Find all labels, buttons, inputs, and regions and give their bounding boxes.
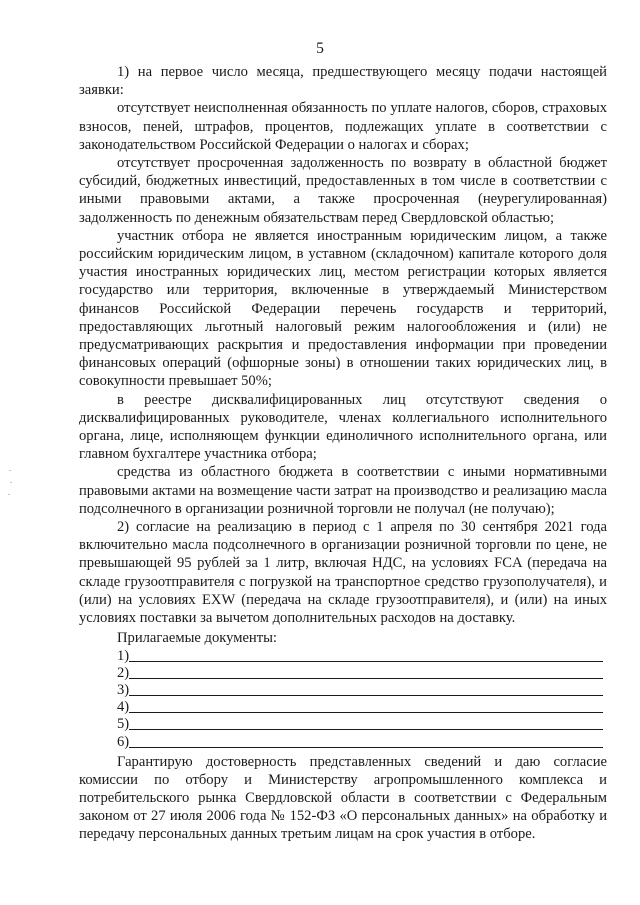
- document-body: [79, 63, 607, 844]
- attachment-number: 1): [117, 647, 130, 664]
- attachment-blank-line: [129, 729, 603, 730]
- paragraph-no-tax-debt: отсутствует неисполненная обязанность по уплате налогов, сборов, страховых взносов, пеней, штрафов, процентов, подлежащих уплате в соответствии с законодательством Российской Федерации о налогах и сборах;: [79, 100, 607, 153]
- scan-edge-marks: [7, 470, 17, 510]
- attachment-blank-line: [129, 661, 603, 662]
- attachment-number: 4): [117, 699, 130, 716]
- attachment-line[interactable]: [117, 699, 603, 716]
- paragraph-disqualified-registry: в реестре дисквалифицированных лиц отсутствуют сведения о дисквалифицированных руководителе, членах коллегиального исполнительного органа, лице, исполняющем функции единоличного исполнительного органа, или главном бухгалтере участника отбора;: [79, 391, 607, 463]
- attachment-line[interactable]: [117, 665, 603, 682]
- attachment-line[interactable]: [117, 716, 603, 733]
- paragraph-sales-consent: 2) согласие на реализацию в период с 1 апреля по 30 сентября 2021 года включительно масла подсолнечного в организации розничной торговли по цене, не превышающей 95 рублей за 1 литр, включая НДС, на условиях FCA (передача на складе грузоотправителя с погрузкой на транспортное средство грузополучателя), и (или) на условиях EXW (передача на складе грузоотправителя), и (или) на иных условиях поставки за вычетом дополнительных расходов на доставку.: [79, 519, 607, 627]
- attachment-blank-line: [129, 695, 603, 696]
- attachment-blank-line: [129, 712, 603, 713]
- paragraph-no-prior-funds: средства из областного бюджета в соответствии с иными нормативными правовыми актами на возмещение части затрат на производство и реализацию масла подсолнечного в организации розничной торговли не получал (не получаю);: [79, 464, 607, 517]
- attachment-number: 2): [117, 664, 130, 681]
- attachment-line[interactable]: [117, 733, 603, 750]
- attachment-number: 5): [117, 716, 130, 733]
- paragraph-data-consent: Гарантирую достоверность представленных сведений и даю согласие комиссии по отбору и Министерству агропромышленного комплекса и потребительского рынка Свердловской области в соответствии с Федеральным законом от 27 июля 2006 года № 152-ФЗ «О персональных данных» на обработку и передачу персональных данных третьим лицам на срок участия в отборе.: [79, 753, 607, 843]
- paragraph-no-budget-debt: отсутствует просроченная задолженность по возврату в областной бюджет субсидий, бюджетных инвестиций, предоставленных в том числе в соответствии с иными правовыми актами, а также просроченная (неурегулированная) задолженность по денежным обязательствам перед Свердловской областью;: [79, 155, 607, 226]
- attachment-number: 3): [117, 682, 130, 699]
- attachment-number: 6): [117, 733, 130, 750]
- attachment-line[interactable]: [117, 682, 603, 699]
- attachments-heading: Прилагаемые документы:: [117, 630, 277, 647]
- paragraph-not-foreign-entity: участник отбора не является иностранным юридическим лицом, а также российским юридическим лицом, в уставном (складочном) капитале которого доля участия иностранных юридических лиц, местом регистрации которых является государство или территория, включенные в утверждаемый Министерством финансов Российской Федерации перечень государств и территорий, предоставляющих льготный налоговый режим налогообложения и (или) не предусматривающих раскрытия и предоставления информации при проведении финансовых операций (офшорные зоны) в отношении таких юридических лиц, в совокупности превышает 50%;: [79, 227, 607, 390]
- page-number: 5: [316, 40, 324, 57]
- attachment-line[interactable]: [117, 648, 603, 665]
- attachments-list: [79, 648, 607, 751]
- attachment-blank-line: [129, 747, 603, 748]
- attachment-blank-line: [129, 678, 603, 679]
- paragraph-condition-date: 1) на первое число месяца, предшествующего месяцу подачи настоящей заявки:: [79, 64, 607, 99]
